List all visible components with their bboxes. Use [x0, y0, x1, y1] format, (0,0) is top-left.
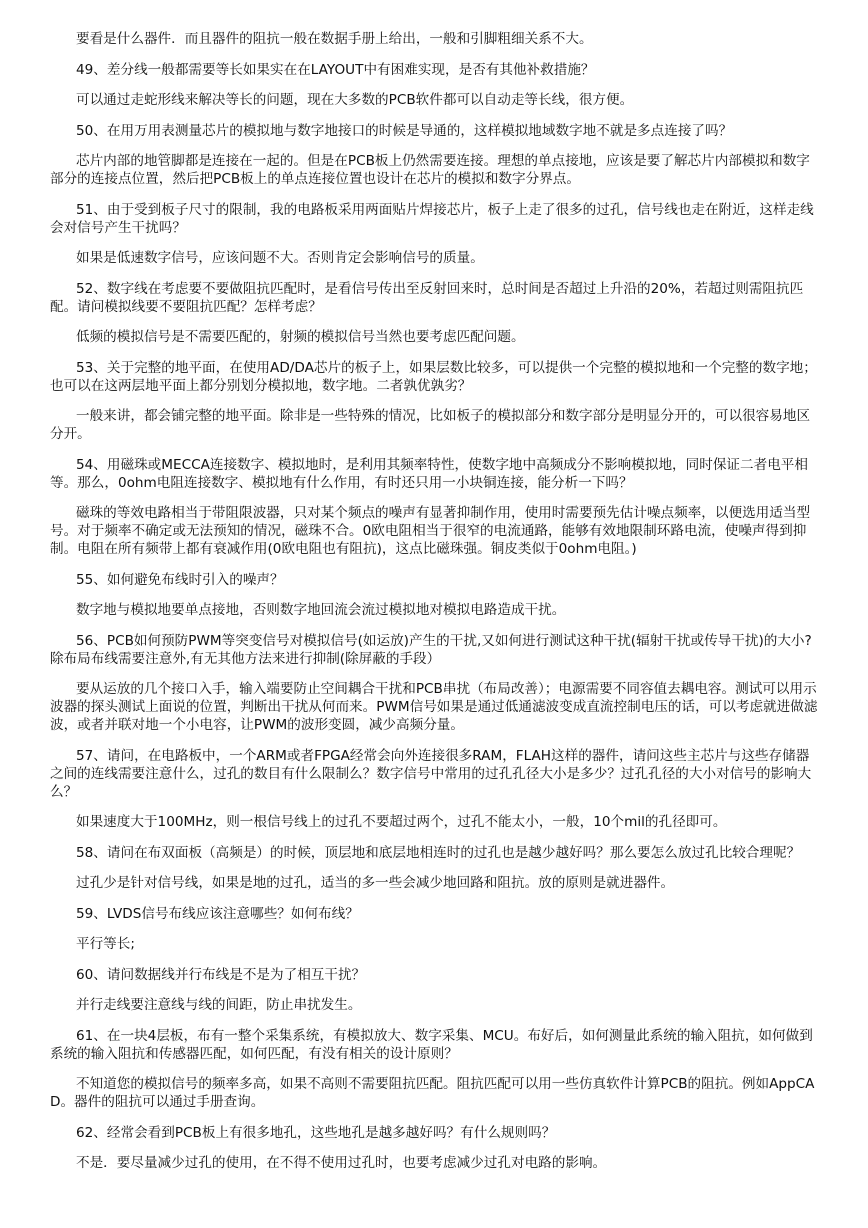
paragraph: 磁珠的等效电路相当于带阻限波器，只对某个频点的噪声有显著抑制作用，使用时需要预先估计噪点频率，以便选用适当型号。对于频率不确定或无法预知的情况，磁珠不合。0欧电阻相当于很窄的电流通路，能够有效地限制环路电流，使噪声得到抑制。电阻在所有频带上都有衰减作用(0欧电阻也有阻抗)，这点比磁珠强。铜皮类似于0ohm电阻。): [50, 505, 811, 557]
paragraph: 58、请问在布双面板（高频是）的时候，顶层地和底层地相连时的过孔也是越少越好吗？那么要怎么放过孔比较合理呢？: [76, 844, 801, 861]
paragraph: 52、数字线在考虑要不要做阻抗匹配时，是看信号传出至反射回来时，总时间是否超过上升沿的20%，若超过则需阻抗匹配。请问模拟线要不要阻抗匹配？怎样考虑？: [50, 280, 804, 315]
paragraph: 不知道您的模拟信号的频率多高，如果不高则不需要阻抗匹配。阻抗匹配可以用一些仿真软件计算PCB的阻抗。例如AppCAD。器件的阻抗可以通过手册查询。: [50, 1076, 815, 1110]
paragraph: 如果是低速数字信号，应该问题不大。否则肯定会影响信号的质量。: [76, 250, 484, 266]
paragraph: 56、PCB如何预防PWM等突变信号对模拟信号(如运放)产生的干扰,又如何进行测试这种干扰(辐射干扰或传导干扰)的大小?除布局布线需要注意外,有无其他方法来进行抑制(除屏蔽的手段）: [50, 632, 812, 667]
paragraph: 不是．要尽量减少过孔的使用，在不得不使用过孔时，也要考虑减少过孔对电路的影响。: [76, 1155, 607, 1171]
paragraph: 60、请问数据线并行布线是不是为了相互干扰？: [76, 966, 366, 983]
paragraph: 51、由于受到板子尺寸的限制，我的电路板采用两面贴片焊接芯片，板子上走了很多的过孔，信号线也走在附近，这样走线会对信号产生干扰吗？: [50, 201, 814, 236]
paragraph: 芯片内部的地管脚都是连接在一起的。但是在PCB板上仍然需要连接。理想的单点接地，应该是要了解芯片内部模拟和数字部分的连接点位置，然后把PCB板上的单点连接位置也设计在芯片的模拟和数字分界点。: [50, 153, 810, 187]
paragraph: 低频的模拟信号是不需要匹配的，射频的模拟信号当然也要考虑匹配问题。: [76, 329, 525, 345]
paragraph: 过孔少是针对信号线，如果是地的过孔，适当的多一些会减少地回路和阻抗。放的原则是就进器件。: [76, 875, 675, 891]
paragraph: 要看是什么器件．而且器件的阻抗一般在数据手册上给出，一般和引脚粗细关系不大。: [76, 31, 593, 47]
paragraph: 57、请问，在电路板中，一个ARM或者FPGA经常会向外连接很多RAM，FLAH这样的器件，请问这些主芯片与这些存储器之间的连线需要注意什么，过孔的数目有什么限制么？数字信号中常用的过孔孔径大小是多少？过孔孔径的大小对信号的影响大么？: [50, 747, 812, 800]
paragraph: 平行等长;: [76, 936, 135, 952]
paragraph: 可以通过走蛇形线来解决等长的问题，现在大多数的PCB软件都可以自动走等长线，很方便。: [76, 92, 634, 108]
paragraph: 一般来讲，都会铺完整的地平面。除非是一些特殊的情况，比如板子的模拟部分和数字部分是明显分开的，可以很容易地区分开。: [50, 408, 811, 442]
paragraph: 55、如何避免布线时引入的噪声？: [76, 571, 284, 588]
paragraph: 50、在用万用表测量芯片的模拟地与数字地接口的时候是导通的，这样模拟地域数字地不就是多点连接了吗？: [76, 122, 733, 139]
paragraph: 61、在一块4层板，布有一整个采集系统，有模拟放大、数字采集、MCU。布好后，如何测量此系统的输入阻抗，如何做到系统的输入阻抗和传感器匹配，如何匹配，有没有相关的设计原则？: [50, 1027, 813, 1062]
paragraph: 数字地与模拟地要单点接地，否则数字地回流会流过模拟地对模拟电路造成干扰。: [76, 602, 566, 618]
paragraph: 并行走线要注意线与线的间距，防止串扰发生。: [76, 997, 362, 1013]
paragraph: 要从运放的几个接口入手，输入端要防止空间耦合干扰和PCB串扰（布局改善）；电源需要不同容值去耦电容。测试可以用示波器的探头测试上面说的位置，判断出干扰从何而来。PWM信号如果是通过低通滤波变成直流控制电压的话，可以考虑就进做滤波，或者并联对地一个小电容，让PWM的波形变圆，减少高频分量。: [50, 681, 818, 733]
paragraph: 如果速度大于100MHz，则一根信号线上的过孔不要超过两个，过孔不能太小，一般，10个mil的孔径即可。: [76, 814, 727, 830]
paragraph: 62、经常会看到PCB板上有很多地孔，这些地孔是越多越好吗？有什么规则吗？: [76, 1124, 556, 1141]
paragraph: 54、用磁珠或MECCA连接数字、模拟地时，是利用其频率特性，使数字地中高频成分不影响模拟地，同时保证二者电平相等。那么，0ohm电阻连接数字、模拟地有什么作用，有时还只用一小块铜连接，能分析一下吗？: [50, 456, 808, 491]
paragraph: 59、LVDS信号布线应该注意哪些？如何布线？: [76, 905, 359, 922]
paragraph: 49、差分线一般都需要等长如果实在在LAYOUT中有困难实现，是否有其他补救措施？: [76, 61, 595, 78]
paragraph: 53、关于完整的地平面，在使用AD/DA芯片的板子上，如果层数比较多，可以提供一个完整的模拟地和一个完整的数字地；也可以在这两层地平面上都分别划分模拟地，数字地。二者孰优孰劣？: [50, 359, 817, 394]
